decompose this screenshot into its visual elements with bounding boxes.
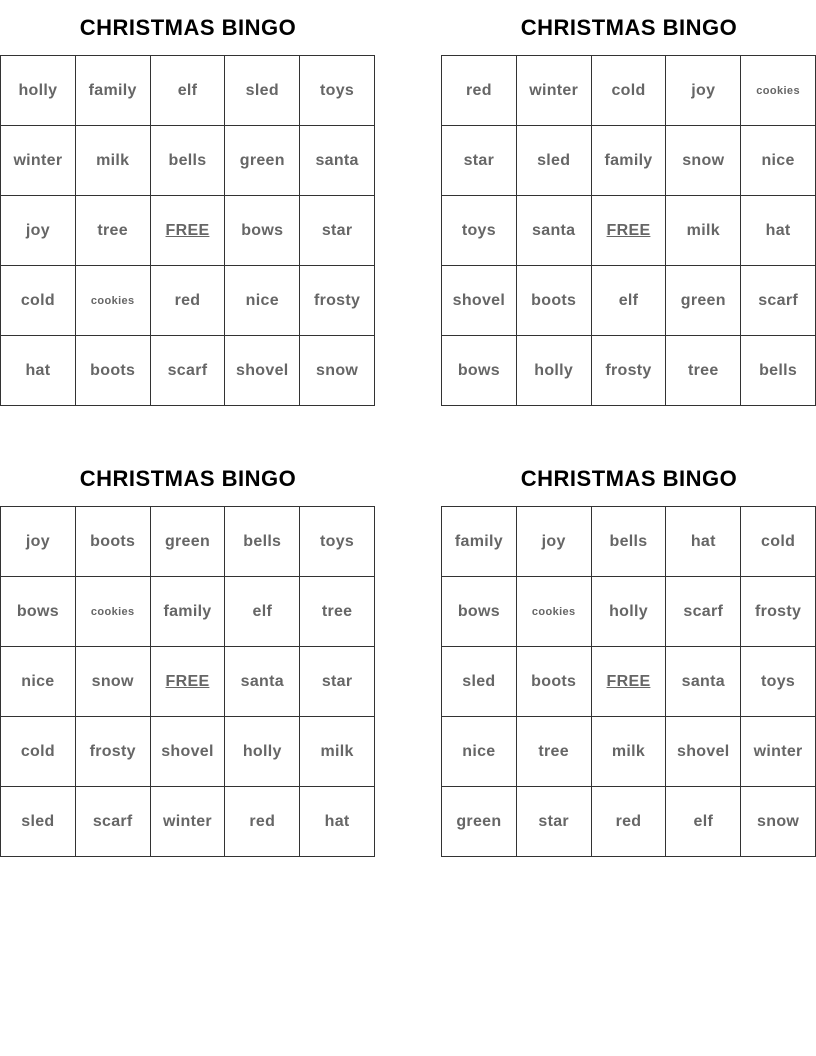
bingo-cell: green: [151, 507, 226, 577]
bingo-cell: bells: [592, 507, 667, 577]
card-title: CHRISTMAS BINGO: [520, 466, 738, 491]
bingo-cell: nice: [1, 647, 76, 717]
bingo-cell: star: [300, 196, 375, 266]
bingo-cell: santa: [225, 647, 300, 717]
bingo-cell: sled: [517, 126, 592, 196]
bingo-cell: cold: [592, 56, 667, 126]
bingo-cell: hat: [741, 196, 816, 266]
bingo-cell: family: [442, 507, 517, 577]
bingo-cell: scarf: [741, 266, 816, 336]
bingo-cell: cookies: [741, 56, 816, 126]
bingo-cell: milk: [592, 717, 667, 787]
bingo-cell: sled: [1, 787, 76, 857]
bingo-cell: frosty: [300, 266, 375, 336]
bingo-cell: winter: [741, 717, 816, 787]
bingo-cell: cookies: [76, 577, 151, 647]
bingo-cell: cookies: [76, 266, 151, 336]
card-title: CHRISTMAS BINGO: [520, 15, 738, 40]
bingo-cell: elf: [151, 56, 226, 126]
bingo-cell: bells: [151, 126, 226, 196]
bingo-cell: boots: [76, 507, 151, 577]
free-space-cell: FREE: [592, 647, 667, 717]
bingo-cell: shovel: [225, 336, 300, 406]
bingo-cell: green: [442, 787, 517, 857]
bingo-cell: santa: [666, 647, 741, 717]
bingo-cell: red: [151, 266, 226, 336]
bingo-cell: toys: [442, 196, 517, 266]
bingo-cell: santa: [517, 196, 592, 266]
bingo-grid: [0, 55, 375, 406]
bingo-cell: bows: [442, 336, 517, 406]
bingo-cell: scarf: [151, 336, 226, 406]
bingo-cell: milk: [76, 126, 151, 196]
bingo-cell: shovel: [442, 266, 517, 336]
bingo-cell: scarf: [76, 787, 151, 857]
bingo-cell: winter: [1, 126, 76, 196]
bingo-cell: sled: [225, 56, 300, 126]
bingo-cell: boots: [76, 336, 151, 406]
free-space-cell: FREE: [592, 196, 667, 266]
bingo-cell: snow: [741, 787, 816, 857]
bingo-cell: toys: [300, 56, 375, 126]
bingo-cell: cold: [1, 266, 76, 336]
bingo-cell: snow: [666, 126, 741, 196]
bingo-cell: joy: [1, 196, 76, 266]
bingo-cell: milk: [666, 196, 741, 266]
bingo-grid: [441, 55, 816, 406]
bingo-cell: red: [442, 56, 517, 126]
bingo-cell: family: [76, 56, 151, 126]
bingo-cell: elf: [225, 577, 300, 647]
bingo-cell: frosty: [76, 717, 151, 787]
bingo-cell: sled: [442, 647, 517, 717]
bingo-cell: bows: [225, 196, 300, 266]
bingo-cell: winter: [151, 787, 226, 857]
bingo-cell: frosty: [741, 577, 816, 647]
bingo-cell: joy: [666, 56, 741, 126]
bingo-cell: red: [592, 787, 667, 857]
bingo-cell: frosty: [592, 336, 667, 406]
bingo-cell: red: [225, 787, 300, 857]
bingo-cell: holly: [517, 336, 592, 406]
bingo-cell: cold: [1, 717, 76, 787]
bingo-cell: santa: [300, 126, 375, 196]
bingo-cell: family: [592, 126, 667, 196]
bingo-cell: shovel: [151, 717, 226, 787]
bingo-cell: tree: [517, 717, 592, 787]
bingo-cell: scarf: [666, 577, 741, 647]
bingo-cell: holly: [1, 56, 76, 126]
bingo-cell: hat: [666, 507, 741, 577]
card-title: CHRISTMAS BINGO: [79, 15, 297, 40]
bingo-cell: boots: [517, 266, 592, 336]
bingo-cell: tree: [666, 336, 741, 406]
bingo-cell: green: [666, 266, 741, 336]
bingo-cell: bows: [1, 577, 76, 647]
bingo-cell: tree: [300, 577, 375, 647]
bingo-cell: toys: [741, 647, 816, 717]
bingo-grid: [441, 506, 816, 857]
bingo-cell: bows: [442, 577, 517, 647]
bingo-cell: winter: [517, 56, 592, 126]
bingo-cell: star: [300, 647, 375, 717]
bingo-cell: snow: [300, 336, 375, 406]
bingo-cell: milk: [300, 717, 375, 787]
bingo-cell: snow: [76, 647, 151, 717]
bingo-cell: family: [151, 577, 226, 647]
bingo-cell: cold: [741, 507, 816, 577]
bingo-cell: tree: [76, 196, 151, 266]
bingo-cell: nice: [442, 717, 517, 787]
bingo-cell: joy: [1, 507, 76, 577]
bingo-cell: bells: [741, 336, 816, 406]
bingo-cell: elf: [592, 266, 667, 336]
free-space-cell: FREE: [151, 647, 226, 717]
bingo-grid: [0, 506, 375, 857]
bingo-cell: boots: [517, 647, 592, 717]
bingo-cell: shovel: [666, 717, 741, 787]
bingo-cell: holly: [225, 717, 300, 787]
bingo-cell: bells: [225, 507, 300, 577]
bingo-cell: green: [225, 126, 300, 196]
bingo-cell: star: [442, 126, 517, 196]
bingo-cell: joy: [517, 507, 592, 577]
bingo-cell: star: [517, 787, 592, 857]
card-title: CHRISTMAS BINGO: [79, 466, 297, 491]
bingo-cell: nice: [225, 266, 300, 336]
bingo-cell: cookies: [517, 577, 592, 647]
bingo-cell: elf: [666, 787, 741, 857]
bingo-cell: nice: [741, 126, 816, 196]
bingo-cell: holly: [592, 577, 667, 647]
free-space-cell: FREE: [151, 196, 226, 266]
bingo-cell: hat: [300, 787, 375, 857]
bingo-cell: hat: [1, 336, 76, 406]
bingo-cell: toys: [300, 507, 375, 577]
